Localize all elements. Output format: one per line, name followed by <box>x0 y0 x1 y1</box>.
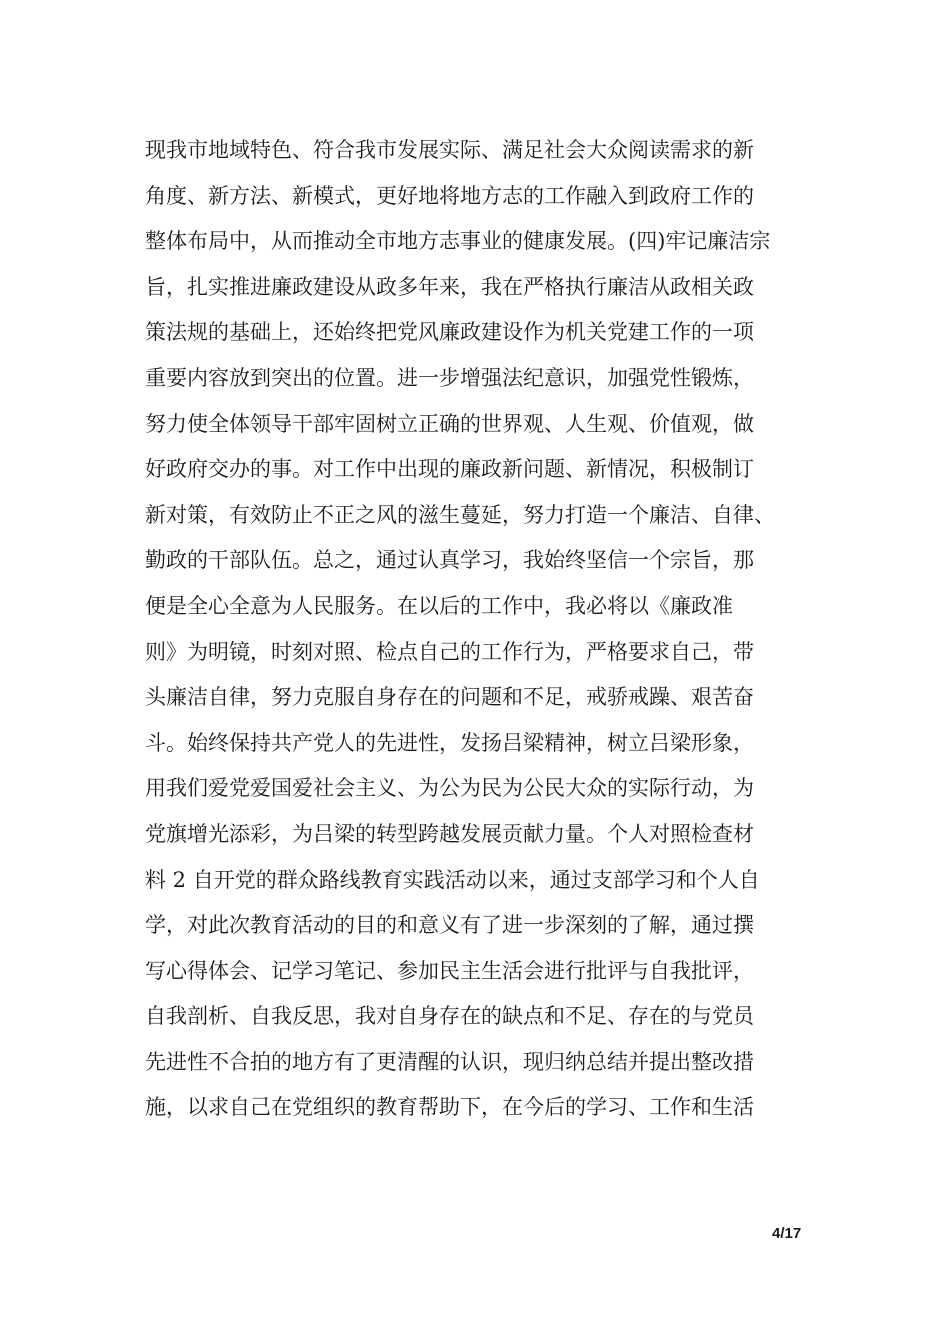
text-line: 新对策，有效防止不正之风的滋生蔓延，努力打造一个廉洁、自律、 <box>145 502 775 527</box>
text-line: 勤政的干部队伍。总之，通过认真学习，我始终坚信一个宗旨，那 <box>145 548 754 573</box>
text-line: 先进性不合拍的地方有了更清醒的认识，现归纳总结并提出整改措 <box>145 1049 754 1074</box>
text-line: 自我剖析、自我反思，我对自身存在的缺点和不足、存在的与党员 <box>145 1004 754 1029</box>
text-line: 努力使全体领导干部牢固树立正确的世界观、人生观、价值观，做 <box>145 411 754 436</box>
text-line: 学，对此次教育活动的目的和意义有了进一步深刻的了解，通过撰 <box>145 913 754 938</box>
text-line: 用我们爱党爱国爱社会主义、为公为民为公民大众的实际行动，为 <box>145 776 754 801</box>
body-text <box>145 128 815 1131</box>
text-line: 整体布局中，从而推动全市地方志事业的健康发展。(四)牢记廉洁宗 <box>145 229 771 254</box>
text-line: 角度、新方法、新模式，更好地将地方志的工作融入到政府工作的 <box>145 183 754 208</box>
text-line: 斗。始终保持共产党人的先进性，发扬吕梁精神，树立吕梁形象， <box>145 730 754 755</box>
text-line: 旨，扎实推进廉政建设从政多年来，我在严格执行廉洁从政相关政 <box>145 274 754 299</box>
text-line: 好政府交办的事。对工作中出现的廉政新问题、新情况，积极制订 <box>145 457 754 482</box>
text-line: 则》为明镜，时刻对照、检点自己的工作行为，严格要求自己，带 <box>145 639 754 664</box>
text-line: 头廉洁自律，努力克服自身存在的问题和不足，戒骄戒躁、艰苦奋 <box>145 685 754 710</box>
text-line: 重要内容放到突出的位置。进一步增强法纪意识，加强党性锻炼， <box>145 365 754 390</box>
text-line: 写心得体会、记学习笔记、参加民主生活会进行批评与自我批评， <box>145 958 754 983</box>
text-line: 施，以求自己在党组织的教育帮助下，在今后的学习、工作和生活 <box>145 1095 754 1120</box>
page-number: 4/17 <box>772 1225 802 1242</box>
text-line: 策法规的基础上，还始终把党风廉政建设作为机关党建工作的一项 <box>145 320 754 345</box>
text-line: 料 2 自开党的群众路线教育实践活动以来，通过支部学习和个人自 <box>145 867 760 892</box>
text-line: 现我市地域特色、符合我市发展实际、满足社会大众阅读需求的新 <box>145 138 754 162</box>
text-line: 便是全心全意为人民服务。在以后的工作中，我必将以《廉政准 <box>145 593 733 618</box>
text-line: 党旗增光添彩，为吕梁的转型跨越发展贡献力量。个人对照检查材 <box>145 821 754 846</box>
